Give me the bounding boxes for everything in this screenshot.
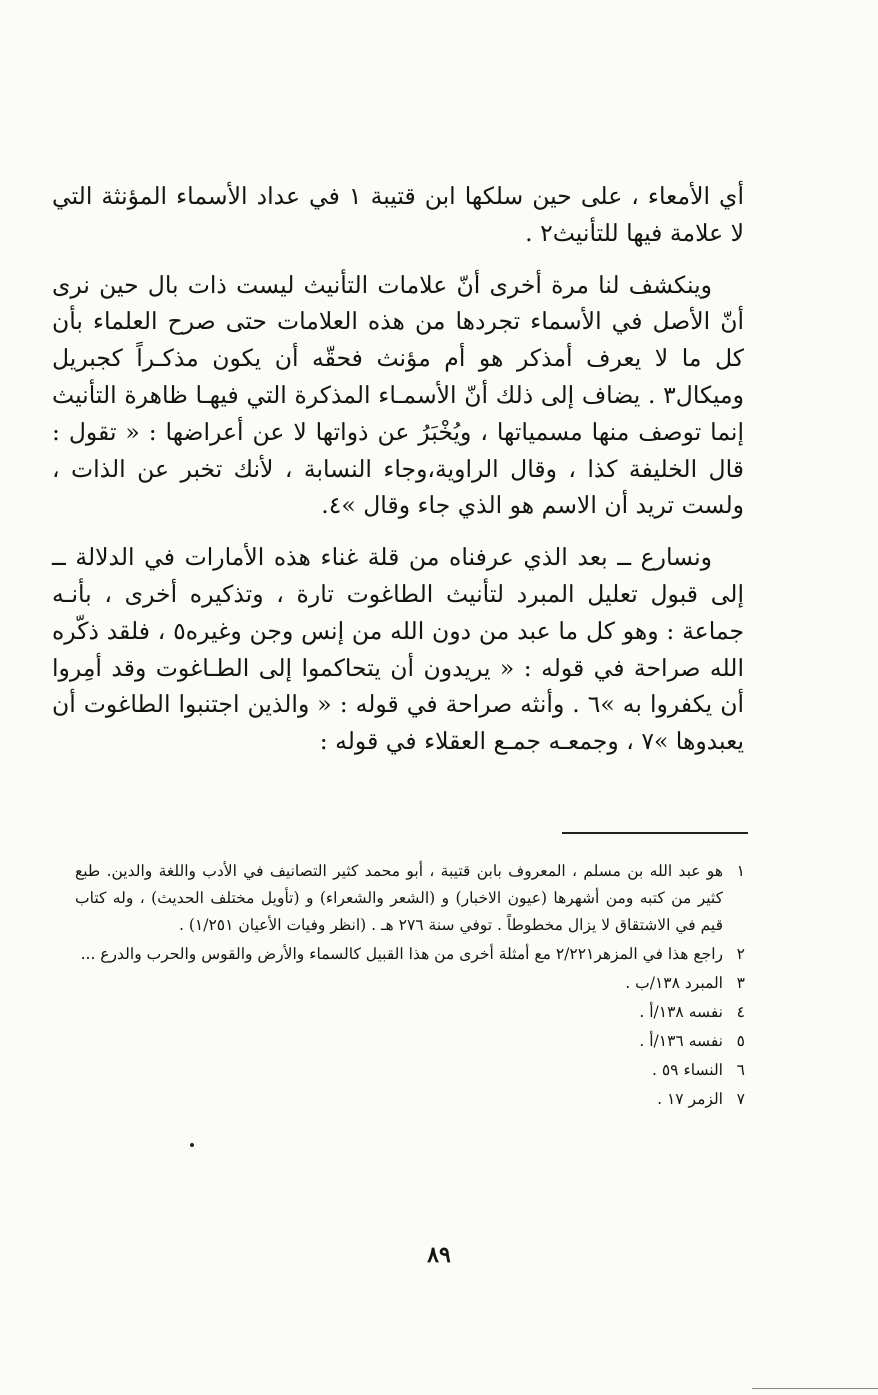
footnote-text: الزمر ١٧ .: [657, 1090, 723, 1108]
footnote-text: النساء ٥٩ .: [652, 1061, 723, 1079]
footnote: [75, 858, 745, 939]
footnote: [75, 1057, 745, 1084]
footnote: [75, 970, 745, 997]
footnote-separator: [562, 832, 748, 834]
footnote-number: ٧: [736, 1090, 745, 1108]
footnote: [75, 941, 745, 968]
footnote: [75, 1028, 745, 1055]
footnote-number: ١: [736, 862, 745, 880]
footnote-text: هو عبد الله بن مسلم ، المعروف بابن قتيبة ، أبو محمد كثير التصانيف في الأدب واللغة والدين. طبع كثير من كتبه ومن أشهرها (عيون الاخبار) و (الشعر والشعراء) و (تأويل مختلف الحديث) ، وله كتاب قيم في الاشتقاق لا يزال مخطوطاً . توفي سنة ٢٧٦ هـ . (انظر وفيات الأعيان ١/٢٥١) .: [75, 862, 723, 934]
footnote-text: المبرد ١٣٨/ب .: [625, 974, 723, 992]
main-text: [52, 178, 744, 775]
paragraph: ونسارع ــ بعد الذي عرفناه من قلة غناء هذه الأمارات في الدلالة ــ إلى قبول تعليل المبرد لتأنيث الطاغوت تارة ، وتذكيره أخرى ، بأنـه جماعة : وهو كل ما عبد من دون الله من إنس وجن وغيره٥ ، فلقد ذكّره الله صراحة في قوله : « يريدون أن يتحاكموا إلى الطـاغوت وقد أمِروا أن يكفروا به »٦ . وأنثه صراحة في قوله : « والذين اجتنبوا الطاغوت أن يعبدوها »٧ ، وجمعـه جمـع العقلاء في قوله :: [52, 543, 745, 756]
footnote-text: راجع هذا في المزهر٢/٢٢١ مع أمثلة أخرى من هذا القبيل كالسماء والأرض والقوس والحرب والدرع ...: [80, 945, 723, 963]
page-edge-line: [752, 1388, 878, 1389]
footnote-number: ٦: [736, 1061, 745, 1079]
footnote-number: ٤: [736, 1003, 745, 1021]
page-number: ٨٩: [427, 1242, 451, 1268]
footnote-text: نفسه ١٣٦/أ .: [639, 1032, 723, 1050]
footnote: [75, 999, 745, 1026]
paragraph: وينكشف لنا مرة أخرى أنّ علامات التأنيث ليست ذات بال حين نرى أنّ الأصل في الأسماء تجردها من هذه العلامات حتى صرح العلماء بأن كل ما لا يعرف أمذكر هو أم مؤنث فحقّه أن يكون مذكـراً كجبريل وميكال٣ . يضاف إلى ذلك أنّ الأسمـاء المذكرة التي فيهـا ظاهرة التأنيث إنما توصف منها مسمياتها ، ويُخْبَرُ عن ذواتها لا عن أعراضها : « تقول : قال الخليفة كذا ، وقال الراوية،وجاء النسابة ، لأنك تخبر عن الذات ، ولست تريد أن الاسم هو الذي جاء وقال »٤.: [52, 270, 744, 520]
stray-dot: [190, 1143, 194, 1147]
footnote: [75, 1086, 745, 1113]
paragraph: أي الأمعاء ، على حين سلكها ابن قتيبة ١ في عداد الأسماء المؤنثة التي لا علامة فيها للتأنيث٢ .: [52, 182, 744, 247]
footnote-text: نفسه ١٣٨/أ .: [639, 1003, 723, 1021]
footnote-number: ٣: [736, 974, 745, 992]
footnote-number: ٢: [736, 945, 745, 963]
footnotes: [75, 858, 745, 1115]
footnote-number: ٥: [736, 1032, 745, 1050]
